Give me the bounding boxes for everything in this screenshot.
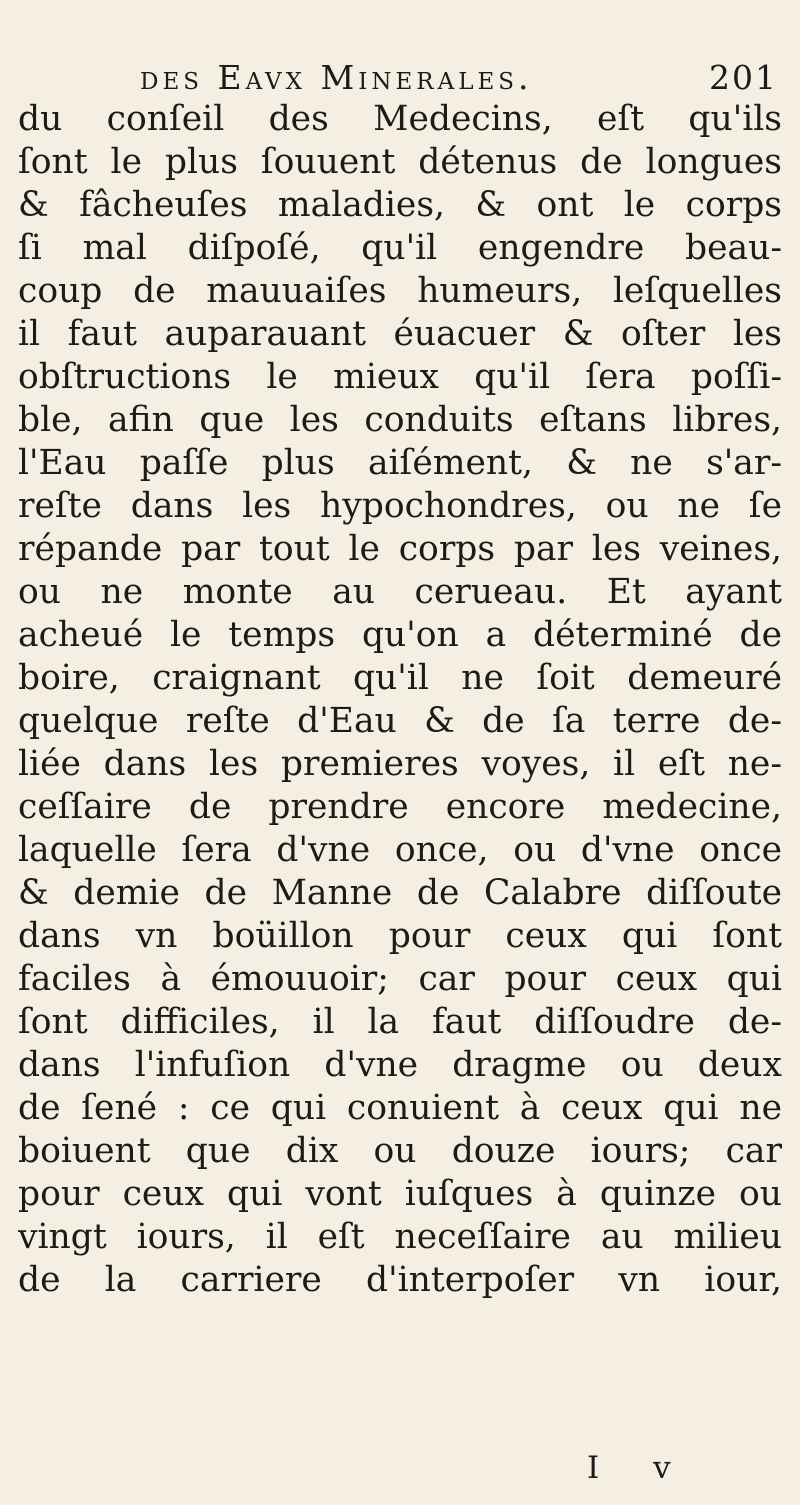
text-line: ou ne monte au cerueau. Et ayant bbox=[18, 572, 782, 612]
text-line: l'Eau paſſe plus aiſément, & ne s'ar- bbox=[18, 443, 782, 483]
text-line: pour ceux qui vont iuſques à quinze ou bbox=[18, 1174, 782, 1214]
text-line: quelque reſte d'Eau & de ſa terre de- bbox=[18, 701, 782, 741]
text-line: ceſſaire de prendre encore medecine, bbox=[18, 787, 782, 827]
text-line: du conſeil des Medecins, eſt qu'ils bbox=[18, 99, 782, 139]
page-header bbox=[0, 58, 800, 98]
text-line: de ſené : ce qui conuient à ceux qui ne bbox=[18, 1088, 782, 1128]
text-line: faciles à émouuoir; car pour ceux qui bbox=[18, 959, 782, 999]
text-line: boire, craignant qu'il ne ſoit demeuré bbox=[18, 658, 782, 698]
text-line: ble, afin que les conduits eſtans libres, bbox=[18, 400, 782, 440]
text-line: ſont difficiles, il la faut diſſoudre de- bbox=[18, 1002, 782, 1042]
catchword: I v bbox=[587, 1450, 693, 1486]
running-title: des Eavx Minerales. bbox=[140, 58, 533, 97]
text-line: vingt iours, il eſt neceſſaire au milieu bbox=[18, 1217, 782, 1257]
text-line: ſi mal diſpoſé, qu'il engendre beau- bbox=[18, 228, 782, 268]
text-line: coup de mauuaiſes humeurs, leſquelles bbox=[18, 271, 782, 311]
text-line: ſont le plus ſouuent détenus de longues bbox=[18, 142, 782, 182]
text-line: reſte dans les hypochondres, ou ne ſe bbox=[18, 486, 782, 526]
page-number: 201 bbox=[709, 58, 778, 97]
text-line: laquelle ſera d'vne once, ou d'vne once bbox=[18, 830, 782, 870]
text-line: il faut auparauant éuacuer & oſter les bbox=[18, 314, 782, 354]
text-line: dans l'infuſion d'vne dragme ou deux bbox=[18, 1045, 782, 1085]
text-line: obſtructions le mieux qu'il ſera poſſi- bbox=[18, 357, 782, 397]
text-line: répande par tout le corps par les veines, bbox=[18, 529, 782, 569]
text-line: acheué le temps qu'on a déterminé de bbox=[18, 615, 782, 655]
text-line: liée dans les premieres voyes, il eſt ne- bbox=[18, 744, 782, 784]
text-line: boiuent que dix ou douze iours; car bbox=[18, 1131, 782, 1171]
text-line: de la carriere d'interpoſer vn iour, bbox=[18, 1260, 782, 1300]
text-line: & fâcheuſes maladies, & ont le corps bbox=[18, 185, 782, 225]
text-line: dans vn boüillon pour ceux qui ſont bbox=[18, 916, 782, 956]
text-line: & demie de Manne de Calabre diſſoute bbox=[18, 873, 782, 913]
